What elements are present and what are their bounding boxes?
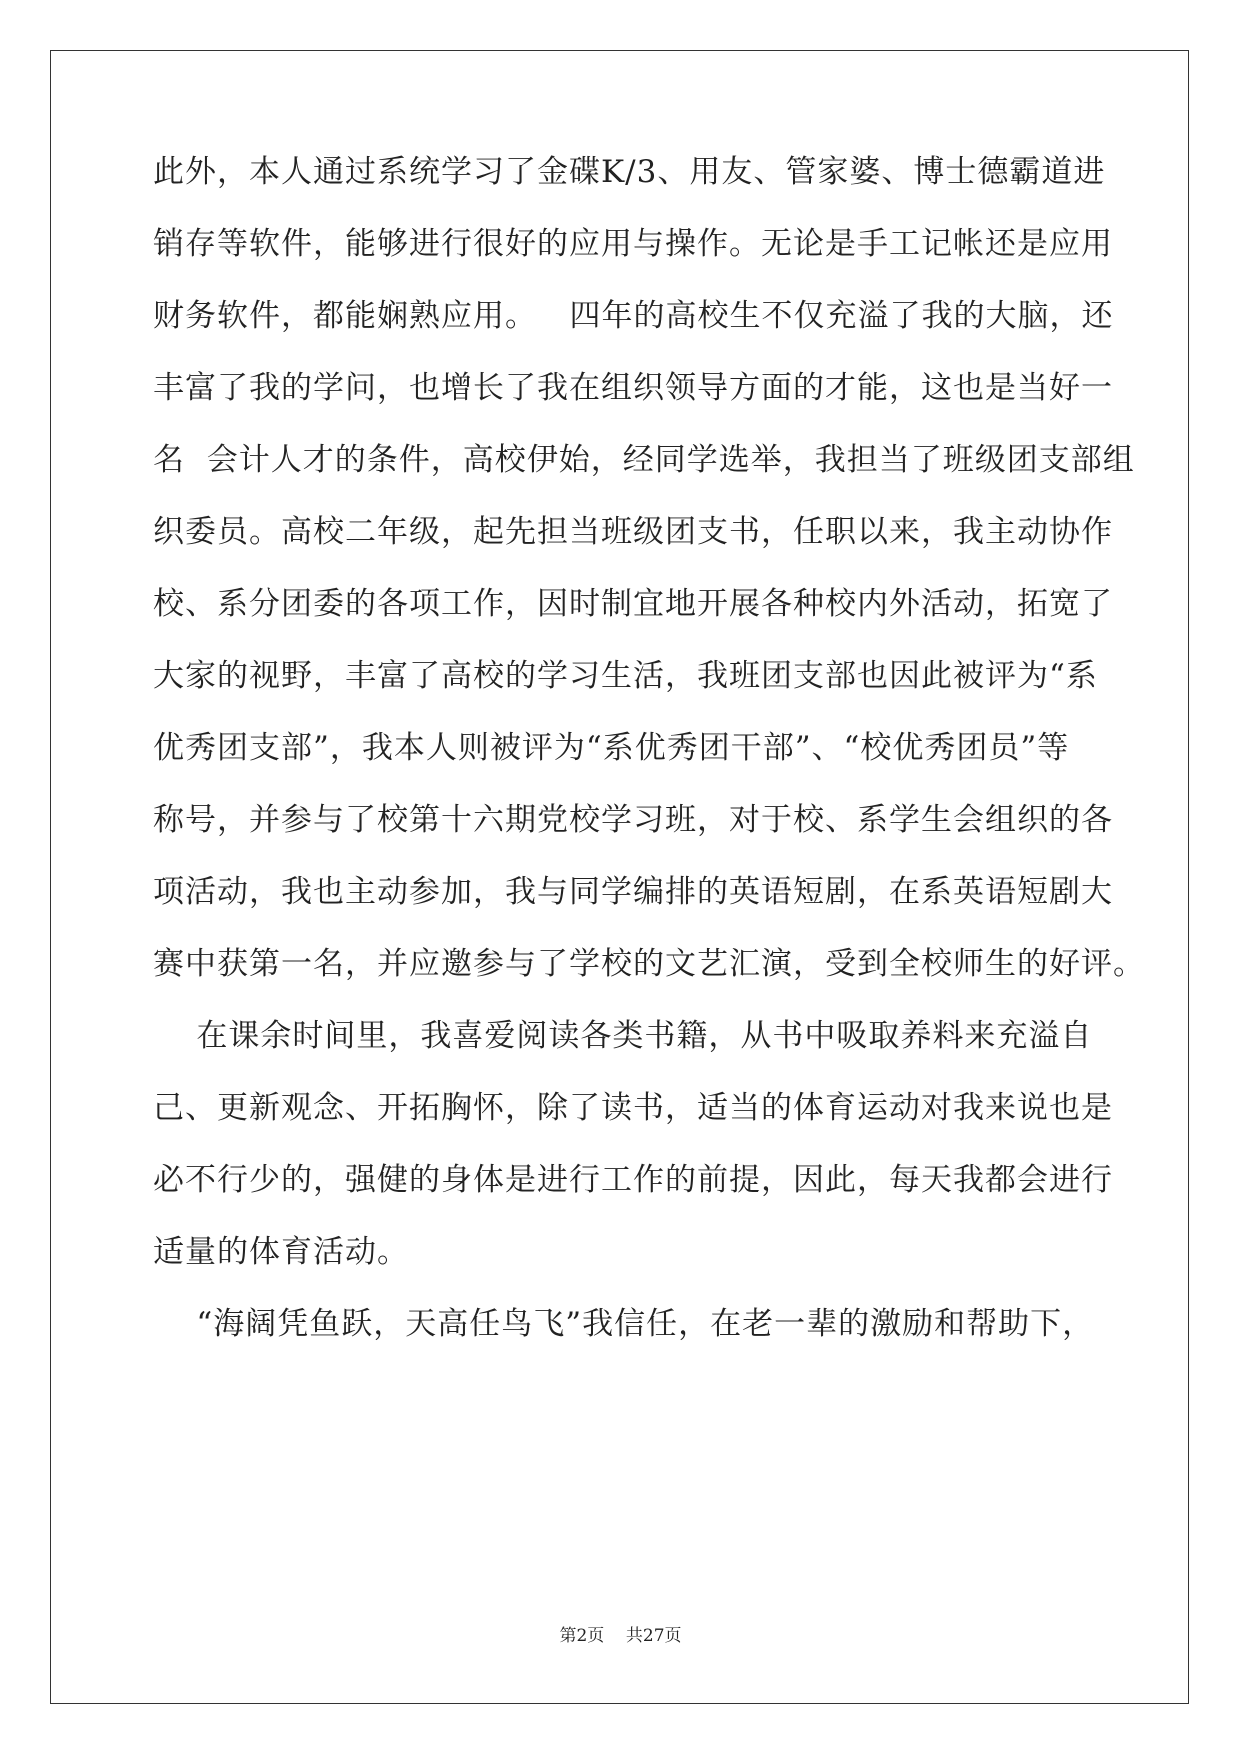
text-line: 销存等软件，能够进行很好的应用与操作。无论是手工记帐还是应用 bbox=[153, 226, 1113, 262]
text-line: 适量的体育活动。 bbox=[153, 1234, 409, 1270]
page-number: 第2页 bbox=[559, 1626, 605, 1646]
text-line: 丰富了我的学问，也增长了我在组织领导方面的才能，这也是当好一 bbox=[153, 370, 1113, 406]
text-line: 此外，本人通过系统学习了金碟K/3、用友、管家婆、博士德霸道进 bbox=[153, 154, 1106, 190]
text-line: 己、更新观念、开拓胸怀，除了读书，适当的体育运动对我来说也是 bbox=[153, 1090, 1113, 1126]
text-line: 赛中获第一名，并应邀参与了学校的文艺汇演，受到全校师生的好评。 bbox=[153, 946, 1145, 982]
text-line: 必不行少的，强健的身体是进行工作的前提，因此，每天我都会进行 bbox=[153, 1162, 1113, 1198]
text-line: 在课余时间里，我喜爱阅读各类书籍，从书中吸取养料来充溢自 bbox=[153, 1018, 1093, 1054]
text-line: 财务软件，都能娴熟应用。 四年的高校生不仅充溢了我的大脑，还 bbox=[153, 298, 1114, 334]
text-line: 大家的视野，丰富了高校的学习生活，我班团支部也因此被评为“系 bbox=[153, 658, 1098, 694]
page-footer bbox=[0, 1625, 1241, 1647]
text-line: 名 会计人才的条件，高校伊始，经同学选举，我担当了班级团支部组 bbox=[153, 442, 1135, 478]
text-line: 校、系分团委的各项工作，因时制宜地开展各种校内外活动，拓宽了 bbox=[153, 586, 1113, 622]
text-line: 优秀团支部”，我本人则被评为“系优秀团干部”、“校优秀团员”等 bbox=[153, 730, 1070, 766]
page-total: 共27页 bbox=[625, 1626, 682, 1646]
text-line: 织委员。高校二年级，起先担当班级团支书，任职以来，我主动协作 bbox=[153, 514, 1113, 550]
text-line: “海阔凭鱼跃，天高任鸟飞”我信任，在老一辈的激励和帮助下， bbox=[153, 1306, 1095, 1342]
footer-spacer bbox=[604, 1626, 626, 1646]
text-line: 项活动，我也主动参加，我与同学编排的英语短剧，在系英语短剧大 bbox=[153, 874, 1113, 910]
text-line: 称号，并参与了校第十六期党校学习班，对于校、系学生会组织的各 bbox=[153, 802, 1113, 838]
